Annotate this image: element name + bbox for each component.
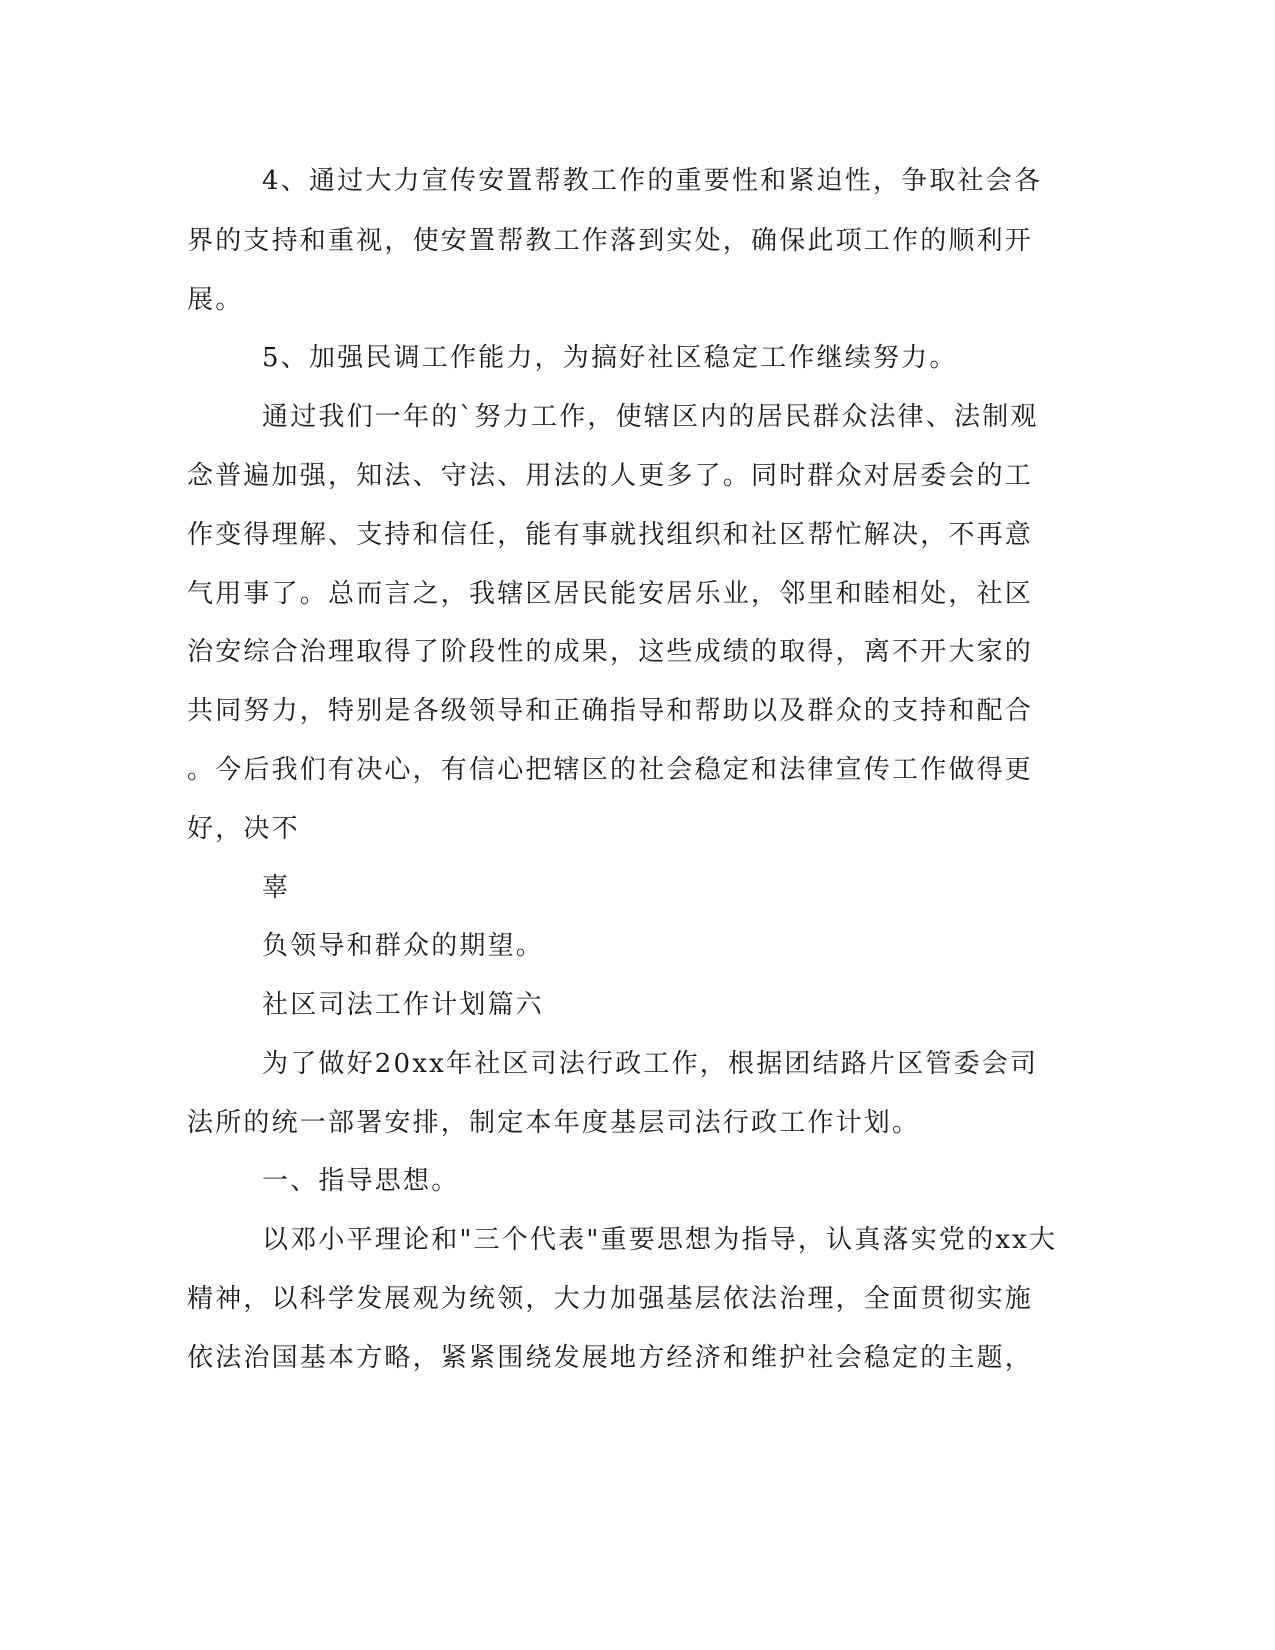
paragraph-line: 为了做好20xx年社区司法行政工作，根据团结路片区管委会司 [262,1049,1039,1079]
paragraph-line: 负领导和群众的期望。 [262,931,545,961]
subsection-heading: 一、指导思想。 [262,1166,460,1196]
paragraph-line: 5、加强民调工作能力，为搞好社区稳定工作继续努力。 [262,343,958,373]
paragraph-line: 依法治国基本方略，紧紧围绕发展地方经济和维护社会稳定的主题， [187,1343,1034,1373]
section-heading: 社区司法工作计划篇六 [262,990,545,1020]
paragraph-line: 法所的统一部署安排，制定本年度基层司法行政工作计划。 [187,1108,921,1138]
paragraph-line: 4、通过大力宣传安置帮教工作的重要性和紧迫性，争取社会各 [262,166,1043,196]
paragraph-line: 作变得理解、支持和信任，能有事就找组织和社区帮忙解决，不再意 [187,520,1034,550]
paragraph-line: 辜 [262,873,291,903]
paragraph-line: 治安综合治理取得了阶段性的成果，这些成绩的取得，离不开大家的 [187,637,1034,667]
paragraph-line: 通过我们一年的`努力工作，使辖区内的居民群众法律、法制观 [262,402,1039,432]
paragraph-line: 好，决不 [187,814,300,844]
paragraph-line: 以邓小平理论和"三个代表"重要思想为指导，认真落实党的xx大 [262,1225,1058,1255]
paragraph-line: 精神，以科学发展观为统领，大力加强基层依法治理，全面贯彻实施 [187,1284,1034,1314]
paragraph-line: 界的支持和重视，使安置帮教工作落到实处，确保此项工作的顺利开 [187,226,1034,256]
paragraph-line: 念普遍加强，知法、守法、用法的人更多了。同时群众对居委会的工 [187,461,1034,491]
paragraph-line: 展。 [187,285,244,315]
paragraph-line: 气用事了。总而言之，我辖区居民能安居乐业，邻里和睦相处，社区 [187,579,1034,609]
paragraph-line: 。今后我们有决心，有信心把辖区的社会稳定和法律宣传工作做得更 [187,755,1034,785]
paragraph-line: 共同努力，特别是各级领导和正确指导和帮助以及群众的支持和配合 [187,696,1034,726]
